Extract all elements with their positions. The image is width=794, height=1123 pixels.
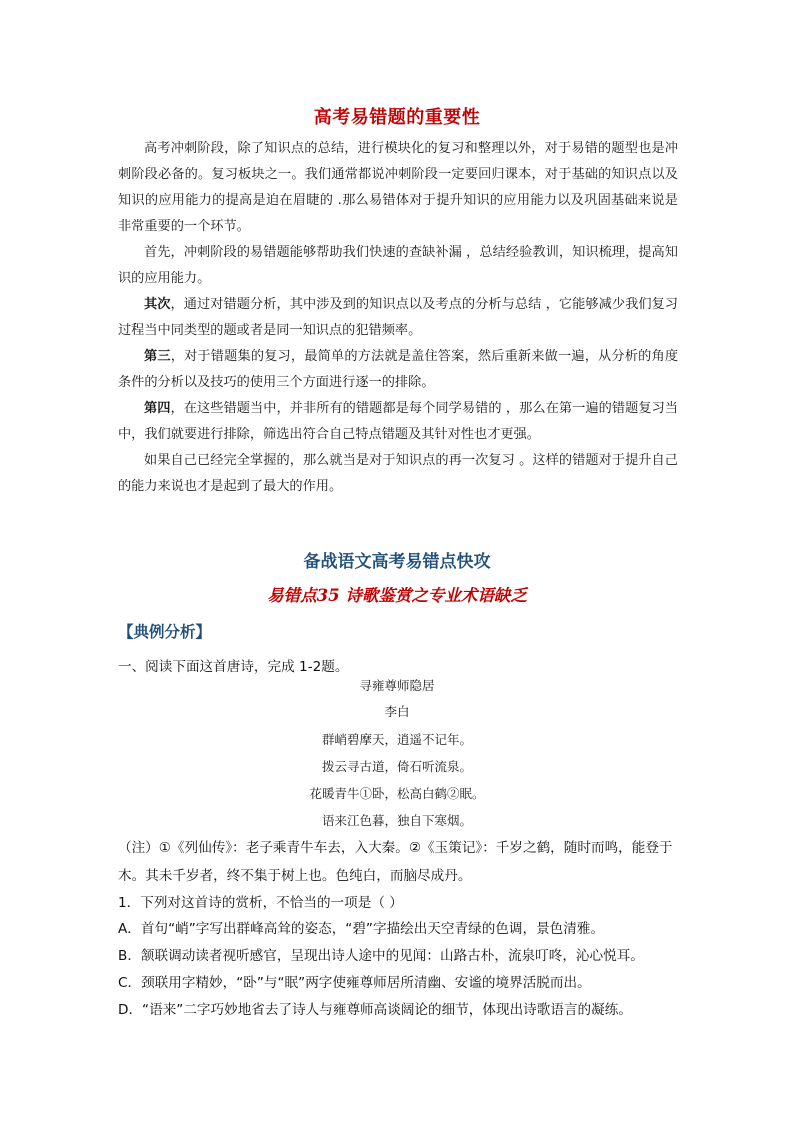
intro-paragraph-5 xyxy=(118,396,678,448)
intro-paragraph-5-text: ，在这些错题当中，并非所有的错题都是每个同学易错的 ，那么在第一遍的错题复习当中，我们就要进行排除，筛选出符合自己特点错题及其针对性也才更强。 xyxy=(118,401,678,442)
intro-paragraph-4-lead: 第三 xyxy=(144,349,171,364)
section-heading: 【典例分析】 xyxy=(118,623,212,641)
question-1: 1．下列对这首诗的赏析，不恰当的一项是（ ） xyxy=(118,895,403,911)
intro-paragraph-5-lead: 第四 xyxy=(144,401,171,416)
main-title: 备战语文高考易错点快攻 xyxy=(303,552,491,572)
poem-note: （注）①《列仙传》：老子乘青牛车去，入大秦。②《玉策记》：千岁之鹤，随时而鸣，能登于木。其未千岁者，终不集于树上也。色纯白，而脑尽成丹。 xyxy=(118,840,673,884)
poem-title: 寻雍尊师隐居 xyxy=(359,678,435,693)
intro-paragraph-3-text: ，通过对错题分析，其中涉及到的知识点以及考点的分析与总结 ，它能够减少我们复习过程当中同类型的题或者是同一知识点的犯错频率。 xyxy=(118,297,678,338)
intro-paragraph-1: 高考冲刺阶段，除了知识点的总结，进行模块化的复习和整理以外，对于易错的题型也是冲刺阶段必备的。复习板块之一。我们通常都说冲刺阶段一定要回归课本，对于基础的知识点以及知识的应用能力的提高是迫在眉睫的 .那么易错体对于提升知识的应用能力以及巩固基础来说是非常重要的一个环节。 xyxy=(118,141,678,234)
intro-paragraph-6: 如果自己已经完全掌握的，那么就当是对于知识点的再一次复习 。这样的错题对于提升自己的能力来说也才是起到了最大的作用。 xyxy=(118,453,678,494)
intro-paragraph-3 xyxy=(118,292,678,344)
option-a: A．首句“峭”字写出群峰高耸的姿态，“碧”字描绘出天空青绿的色调，景色清雅。 xyxy=(118,921,605,937)
poem-line-1: 群峭碧摩天，逍遥不记年。 xyxy=(321,732,472,747)
intro-title: 高考易错题的重要性 xyxy=(313,107,481,128)
intro-paragraph-4 xyxy=(118,344,678,396)
poem-line-4: 语来江色暮，独自下寒烟。 xyxy=(321,813,472,828)
option-c: C．颈联用字精妙，“卧”与“眠”两字使雍尊师居所清幽、安谧的境界活脱而出。 xyxy=(118,975,591,991)
main-subtitle: 易错点35 诗歌鉴赏之专业术语缺乏 xyxy=(267,586,527,605)
intro-paragraph-3-lead: 其次 xyxy=(144,297,171,312)
poem-author: 李白 xyxy=(384,704,410,719)
option-b: B．颔联调动读者视听感官，呈现出诗人途中的见闻：山路古朴，流泉叮咚，沁心悦耳。 xyxy=(118,948,644,964)
intro-paragraph-2: 首先，冲刺阶段的易错题能够帮助我们快速的查缺补漏 ，总结经验教训，知识梳理，提高知识的应用能力。 xyxy=(118,245,678,286)
question-prompt: 一、阅读下面这首唐诗，完成 1-2题。 xyxy=(118,659,349,675)
poem-line-3: 花暖青牛①卧，松高白鹤②眠。 xyxy=(309,786,485,801)
poem-line-2: 拨云寻古道，倚石听流泉。 xyxy=(321,759,472,774)
intro-paragraph-4-text: ，对于错题集的复习，最简单的方法就是盖住答案，然后重新来做一遍，从分析的角度条件的分析以及技巧的使用三个方面进行逐一的排除。 xyxy=(118,349,679,390)
option-d: D．“语来”二字巧妙地省去了诗人与雍尊师高谈阔论的细节，体现出诗歌语言的凝练。 xyxy=(118,1002,632,1018)
